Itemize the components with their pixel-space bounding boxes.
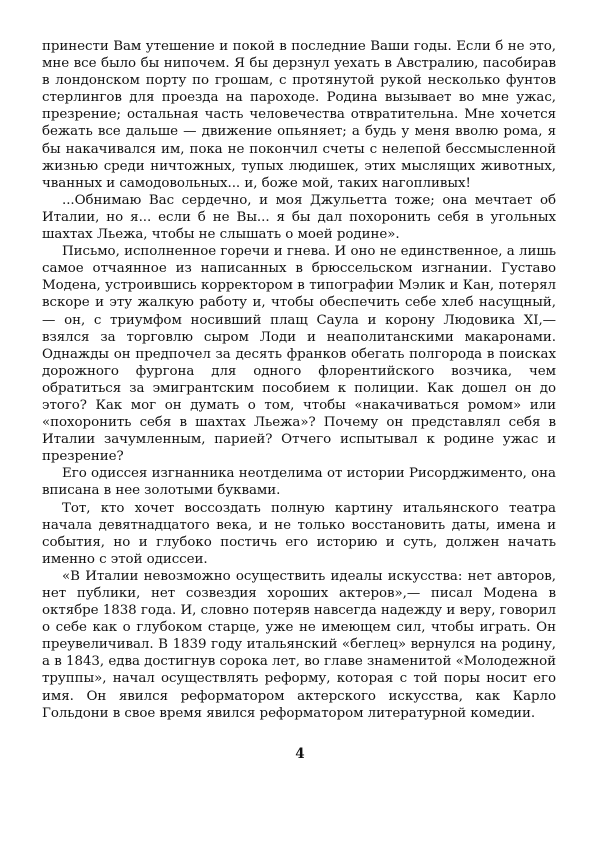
paragraph-1: принести Вам утешение и покой в последние Ваши годы. Если б не это, мне все было бы нипочем. Я бы дерзнул уехать в Австралию, пасобирав в лондонском порту по грошам, с протянутой рукой несколько фунтов стерлингов для проезда на пароходе. Родина вызывает во мне ужас, презрение; остальная часть человечества отвратительна. Мне хочется бежать все дальше — движение опьяняет; а будь у меня вволю рома, я бы накачивался им, пока не покончил счеты с нелепой бессмысленной жизнью среди ничтожных, тупых людишек, этих мыслящих животных, чванных и самодовольных... и, боже мой, таких нагопливых! [42, 39, 556, 191]
paragraph-4: Его одиссея изгнанника неотделима от истории Рисорджименто, она вписана в нее золотыми буквами. [42, 466, 556, 499]
page-body [42, 38, 556, 722]
paragraph-6: «В Италии невозможно осуществить идеалы искусства: нет авторов, нет публики, нет созвездия хороших актеров»,— писал Модена в октябре 1838 года. И, словно потеряв навсегда надежду и веру, говорил о себе как о глубоком старце, уже не имеющем сил, чтобы играть. Он преувеличивал. В 1839 году итальянский «беглец» вернулся на родину, а в 1843, едва достигнув сорока лет, во главе знаменитой «Молодежной труппы», начал осуществлять реформу, которая с той поры носит его имя. Он явился реформатором актерского искусства, как Карло Гольдони в свое время явился реформатором литературной комедии. [42, 568, 556, 721]
paragraph-5: Тот, кто хочет воссоздать полную картину итальянского театра начала девятнадцатого века, и не только восстановить даты, имена и события, но и глубоко постичь его историю и суть, должен начать именно с этой одиссеи. [42, 500, 556, 567]
page-number: 4 [295, 746, 305, 762]
paragraph-2: ...Обнимаю Вас сердечно, и моя Джульетта тоже; она мечтает об Италии, но я... если б не Вы... я бы дал похоронить себя в угольных шахтах Льежа, чтобы не слышать о моей родине». [42, 192, 556, 243]
paragraph-3: Письмо, исполненное горечи и гнева. И оно не единственное, а лишь самое отчаянное из написанных в брюссельском изгнании. Густаво Модена, устроившись корректором в типографии Мэлик и Кан, потерял вскоре и эту жалкую работу и, чтобы обеспечить себе хлеб насущный,— он, с триумфом носивший плащ Саула и корону Людовика XI,— взялся за торговлю сыром Лоди и неаполитанскими макаронами. Однажды он предпочел за десять франков обегать полгорода в поисках дорожного фургона для одного флорентийского возчика, чем обратиться за эмигрантским пособием к полиции. Как дошел он до этого? Как мог он думать о том, чтобы «накачиваться ромом» или «похоронить себя в шахтах Льежа»? Почему он представлял себя в Италии зачумленным, парией? Отчего испытывал к родине ужас и презрение? [42, 244, 556, 465]
